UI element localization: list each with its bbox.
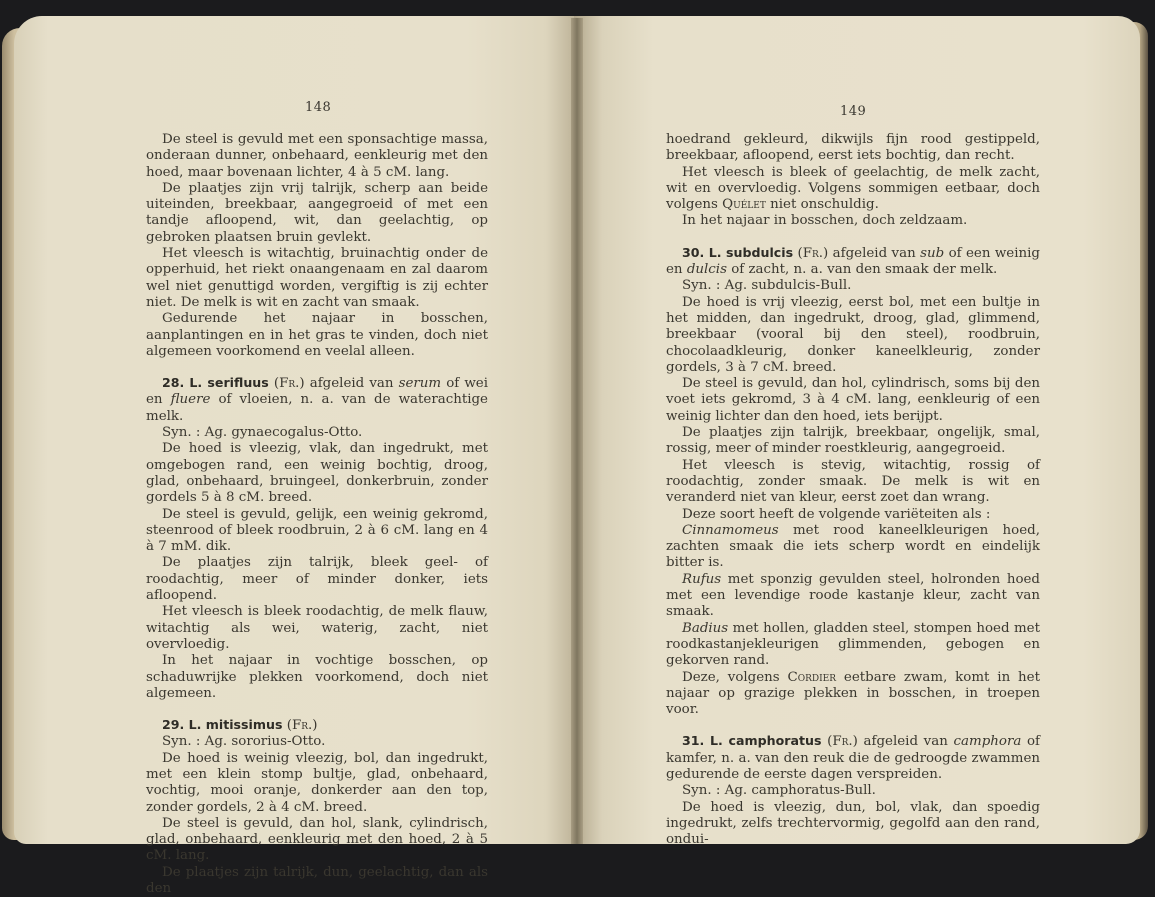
- species-entry-30: [666, 245, 1040, 719]
- entry-number: 29.: [162, 717, 185, 733]
- paragraph: hoedrand gekleurd, dikwijls fijn rood gestippeld, breekbaar, afloopend, eerst iets bochtig, dan recht.: [666, 132, 1040, 164]
- paragraph: Het vleesch is stevig, witachtig, rossig of roodachtig, zonder smaak. De melk is wit en veranderd niet van kleur, eerst zoet dan wrang.: [666, 457, 1040, 506]
- etymology-text: of vloeien, n. a. van de waterachtige melk.: [146, 392, 488, 424]
- right-page-text: [666, 132, 1040, 848]
- paragraph: De steel is gevuld, dan hol, slank, cylindrisch, glad, onbehaard, eenkleurig met den hoed, 2 à 5 cM. lang.: [146, 815, 488, 864]
- paragraph: De plaatjes zijn talrijk, bleek geel- of roodachtig, meer of minder donker, iets afloopend.: [146, 555, 488, 604]
- entry-number: 28.: [162, 375, 185, 391]
- variety-text: met sponzig gevulden steel, holronden hoed met een levendige roode kastanje kleur, zacht van smaak.: [666, 571, 1040, 620]
- paragraph: Deze soort heeft de volgende variëteiten als :: [682, 506, 991, 522]
- latin-word: dulcis: [686, 262, 727, 278]
- species-name: L. mitissimus: [188, 717, 283, 733]
- latin-word: sub: [920, 245, 945, 261]
- paragraph: De plaatjes zijn talrijk, dun, geelachtig, dan als den: [146, 864, 488, 897]
- book-gutter: [571, 18, 583, 844]
- paragraph: De hoed is vleezig, vlak, dan ingedrukt, met omgebogen rand, een weinig bochtig, droog, glad, onbehaard, bruingeel, donkerbruin, zonder gordels 5 à 8 cM. breed.: [146, 441, 488, 506]
- paragraph-text: Het vleesch is bleek of geelachtig, de melk zacht, wit en overvloedig. Volgens sommigen eetbaar, doch volgens: [666, 164, 1040, 213]
- paragraph: De plaatjes zijn vrij talrijk, scherp aan beide uiteinden, breekbaar, aangegroeid of met een tandje afloopend, wit, dan geelachtig, op gebroken plaatsen bruin gevlekt.: [146, 180, 488, 245]
- species-name: L. subdulcis: [708, 244, 794, 260]
- variety-text: met hollen, gladden steel, stompen hoed met roodkastanjekleurigen glimmenden, gebogen en gekorven rand.: [666, 620, 1040, 669]
- latin-word: serum: [398, 376, 442, 392]
- paragraph: De hoed is weinig vleezig, bol, dan ingedrukt, met een klein stomp bultje, glad, onbehaard, vochtig, mooi oranje, donkerder aan den top, zonder gordels, 2 à 4 cM. breed.: [146, 750, 488, 815]
- etymology-text: of wei en: [146, 376, 488, 408]
- species-entry-31: [666, 733, 1040, 848]
- synonym: Syn. : Ag. subdulcis-Bull.: [682, 278, 852, 294]
- paragraph: De steel is gevuld, gelijk, een weinig gekromd, steenrood of bleek roodbruin, 2 à 6 cM. lang en 4 à 7 mM. dik.: [146, 506, 488, 555]
- paragraph: [666, 670, 1040, 719]
- paragraph-text: niet onschuldig.: [765, 197, 879, 213]
- species-name: L. camphoratus: [709, 733, 822, 749]
- author-name: Cordier: [787, 669, 837, 685]
- paragraph: De steel is gevuld met een sponsachtige massa, onderaan dunner, onbehaard, eenkleurig met den hoed, maar bovenaan lichter, 4 à 5 cM. lang.: [146, 132, 488, 180]
- paragraph: Het vleesch is witachtig, bruinachtig onder de opperhuid, het riekt onaangenaam en zal daarom wel niet genuttigd worden, vergiftig is zij echter niet. De melk is wit en zacht van smaak.: [146, 246, 488, 310]
- paragraph: De hoed is vleezig, dun, bol, vlak, dan spoedig ingedrukt, zelfs trechtervormig, gegolfd aan den rand, ondui-: [666, 799, 1040, 848]
- etymology-text: ) afgeleid van: [823, 245, 921, 261]
- page-number-left: 148: [305, 100, 332, 115]
- authority: Fr.: [279, 376, 300, 392]
- variety-text: met rood kaneelkleurigen hoed, zachten smaak die iets scherp wordt en eindelijk bitter is.: [666, 522, 1040, 571]
- paragraph-text: Deze, volgens: [682, 669, 788, 685]
- variety-paragraph: [666, 572, 1040, 621]
- paragraph: De hoed is vrij vleezig, eerst bol, met een bultje in het midden, dan ingedrukt, droog, glad, glimmend, breekbaar (vooral bij den steel), roodbruin, chocolaadkleurig, donker kaneelkleurig, zonder gordels, 3 à 7 cM. breed.: [666, 294, 1040, 375]
- synonym: Syn. : Ag. camphoratus-Bull.: [682, 783, 876, 799]
- paragraph: [666, 165, 1040, 214]
- synonym: Syn. : Ag. sororius-Otto.: [162, 734, 326, 750]
- left-page: [14, 16, 580, 897]
- entry-heading: 30. L. subdulcis (Fr.) afgeleid van sub of een weinig en dulcis of zacht, n. a. van den smaak der melk.: [666, 244, 1040, 278]
- etymology-text: ) afgeleid van: [852, 734, 954, 750]
- author-name: Quélet: [722, 197, 766, 213]
- species-entry-28: [146, 375, 488, 702]
- etymology-text: ) afgeleid van: [299, 376, 399, 392]
- authority: Fr.: [802, 245, 824, 261]
- authority: Fr.: [832, 734, 853, 750]
- paragraph: De plaatjes zijn talrijk, breekbaar, ongelijk, smal, rossig, meer of minder roestkleurig, aangegroeid.: [666, 425, 1040, 457]
- left-page-text: [146, 132, 488, 897]
- variety-paragraph: [666, 621, 1040, 670]
- species-name: L. serifluus: [189, 375, 269, 391]
- paragraph: In het najaar in bosschen, doch zeldzaam.: [682, 213, 968, 229]
- paragraph: De steel is gevuld, dan hol, cylindrisch, soms bij den voet iets gekromd, 3 à 4 cM. lang, eenkleurig of een weinig lichter dan den hoed, iets berijpt.: [666, 376, 1040, 424]
- paragraph-text: eetbare zwam, komt in het najaar op grazige plekken in bosschen, in troepen voor.: [666, 669, 1040, 718]
- species-entry-29: [146, 717, 488, 897]
- etymology-text: of zacht, n. a. van den smaak der melk.: [726, 262, 998, 278]
- latin-word: camphora: [953, 734, 1022, 750]
- entry-number: 30.: [682, 244, 705, 260]
- latin-word: fluere: [170, 392, 211, 408]
- etymology-text: of een weinig en: [666, 245, 1040, 278]
- entry-heading: 31. L. camphoratus (Fr.) afgeleid van camphora of kamfer, n. a. van den reuk die de gedroogde zwammen gedurende de eerste dagen verspreiden.: [666, 733, 1041, 782]
- variety-name: Badius: [682, 620, 729, 636]
- etymology-text: of kamfer, n. a. van den reuk die de gedroogde zwammen gedurende de eerste dagen verspreiden.: [666, 734, 1041, 782]
- variety-name: Rufus: [682, 571, 722, 587]
- paragraph: Gedurende het najaar in bosschen, aanplantingen en in het gras te vinden, doch niet algemeen voorkomend en veelal alleen.: [146, 311, 488, 359]
- synonym: Syn. : Ag. gynaecogalus-Otto.: [162, 425, 363, 441]
- paragraph: Het vleesch is bleek roodachtig, de melk flauw, witachtig als wei, waterig, zacht, niet overvloedig.: [146, 604, 488, 652]
- authority: Fr.: [291, 718, 313, 734]
- entry-number: 31.: [682, 733, 705, 749]
- variety-name: Cinnamomeus: [682, 522, 779, 538]
- entry-heading: 29. L. mitissimus (Fr.): [162, 717, 318, 734]
- variety-paragraph: [666, 523, 1040, 572]
- right-page: [574, 16, 1140, 848]
- paragraph: In het najaar in vochtige bosschen, op schaduwrijke plekken voorkomend, doch niet algemeen.: [146, 653, 488, 701]
- page-number-right: 149: [840, 104, 867, 119]
- entry-heading: 28. L. serifluus (Fr.) afgeleid van serum of wei en fluere of vloeien, n. a. van de waterachtige melk.: [146, 375, 488, 424]
